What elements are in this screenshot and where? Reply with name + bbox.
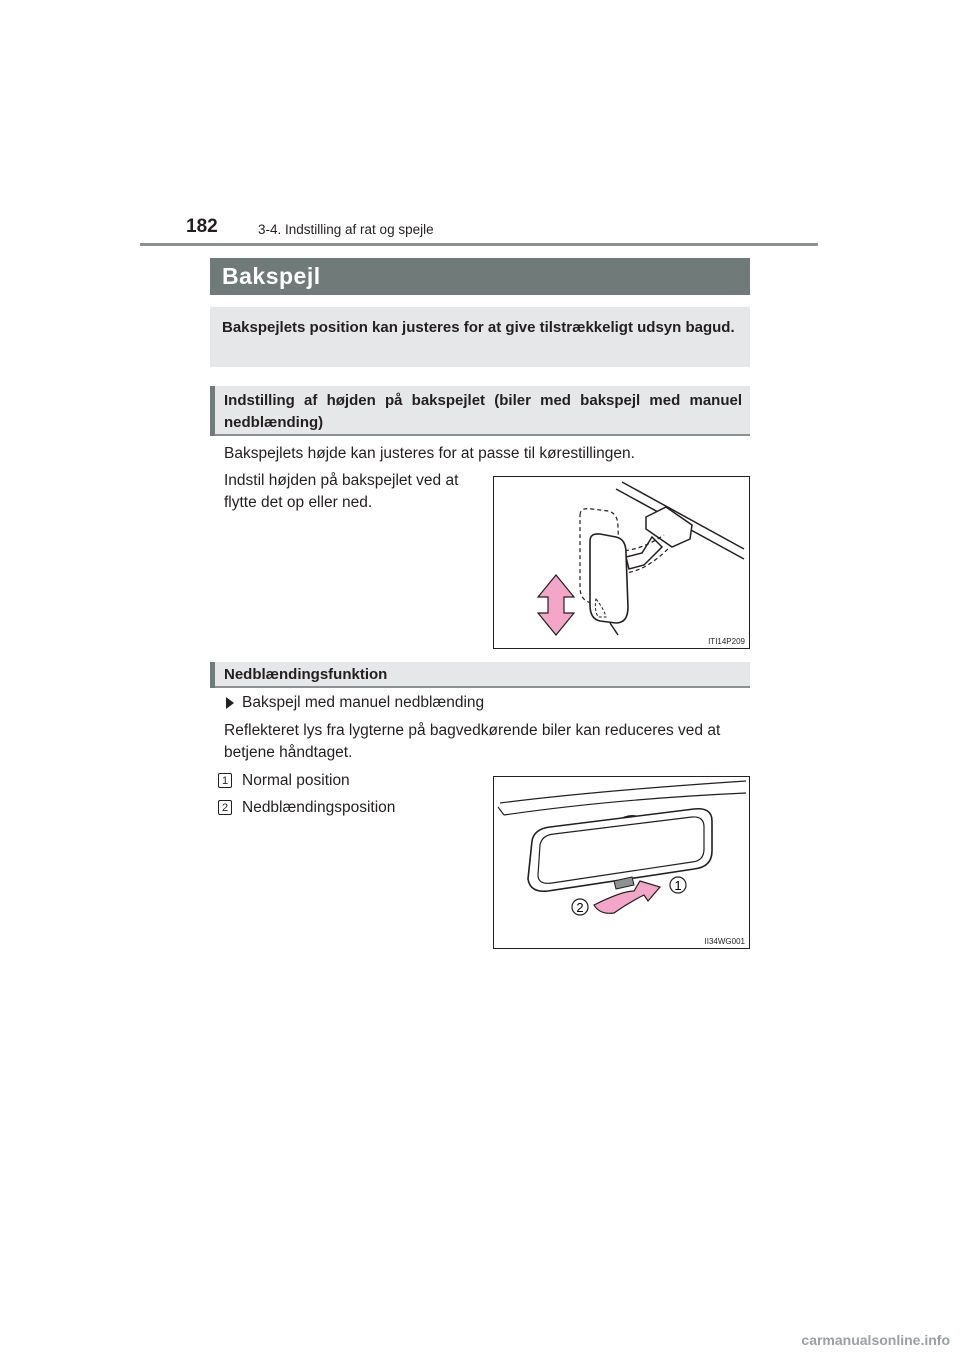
heading-accent — [210, 386, 215, 436]
height-adjust-para2: Indstil højden på bakspejlet ved at flytte det op eller ned. — [224, 472, 459, 511]
mirror-height-illustration — [494, 477, 749, 648]
intro-text: Bakspejlets position kan justeres for at give tilstrækkeligt udsyn bagud. — [222, 319, 735, 336]
callout-2: 2 — [576, 900, 584, 915]
watermark: carmanualsonline.info — [801, 1332, 950, 1348]
mirror-height-figure — [493, 476, 750, 649]
dimming-heading: Nedblændingsfunktion — [224, 666, 388, 683]
item-number: 2 — [218, 800, 232, 815]
figure-code: II34WG001 — [704, 937, 745, 946]
heading-accent — [210, 662, 215, 688]
page-number: 182 — [186, 216, 218, 237]
chapter-title: 3-4. Indstilling af rat og spejle — [258, 222, 434, 237]
mirror-dimming-illustration — [494, 777, 749, 948]
item-number: 1 — [218, 773, 232, 788]
bullet-arrow-icon — [226, 697, 234, 709]
dimming-bullet: Bakspejl med manuel nedblænding — [242, 694, 485, 711]
item-label-normal: Normal position — [242, 772, 350, 789]
mirror-dimming-figure — [493, 776, 750, 949]
item-label-dimming: Nedblændingsposition — [242, 799, 396, 816]
header-divider — [140, 243, 818, 246]
height-adjust-heading: Indstilling af højden på bakspejlet (biler med bakspejl med manuel nedblænding) — [224, 392, 742, 431]
dimming-para: Reflekteret lys fra lygterne på bagvedkørende biler kan reduceres ved at betjene håndtaget. — [224, 722, 721, 761]
height-adjust-para1: Bakspejlets højde kan justeres for at passe til kørestillingen. — [224, 445, 635, 462]
figure-code: ITI14P209 — [708, 637, 745, 646]
callout-1: 1 — [674, 878, 682, 893]
section-title: Bakspejl — [222, 263, 321, 289]
